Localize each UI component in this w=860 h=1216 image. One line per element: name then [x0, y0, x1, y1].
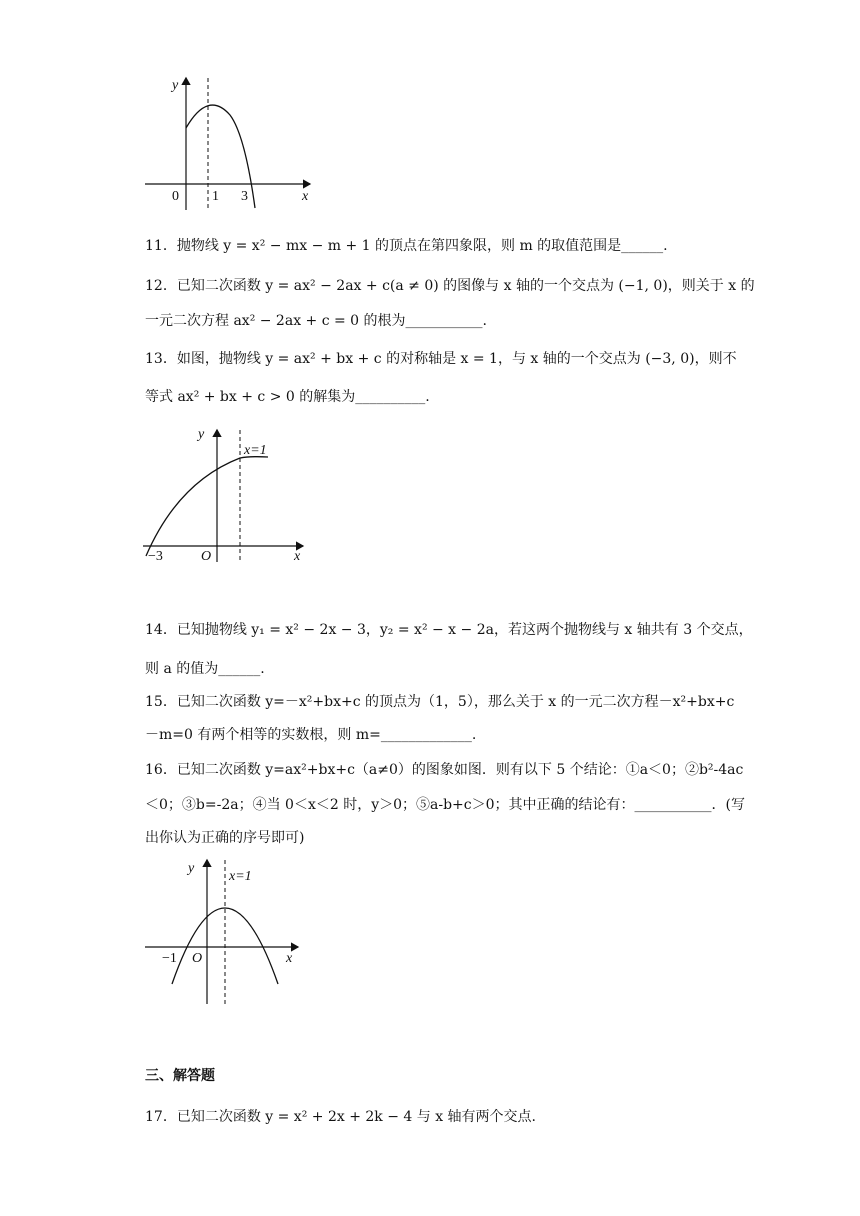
origin-label: O: [192, 951, 203, 966]
tick-1-label: 1: [212, 189, 219, 204]
question-12-line-1: 12．已知二次函数 y = ax² − 2ax + c(a ≠ 0) 的图像与 x 轴的一个交点为 (−1, 0)，则关于 x 的: [145, 278, 755, 294]
question-13-line-1: 13．如图，抛物线 y = ax² + bx + c 的对称轴是 x = 1，与 x 轴的一个交点为 (−3, 0)，则不: [145, 351, 737, 367]
question-14-line-1: 14．已知抛物线 y₁ = x² − 2x − 3，y₂ = x² − x − 2a，若这两个抛物线与 x 轴共有 3 个交点，: [145, 622, 753, 638]
origin-label: O: [201, 549, 212, 564]
graph-parabola-q13: [138, 422, 318, 567]
symmetry-axis-label: x=1: [244, 443, 267, 458]
graph-parabola-q16: [140, 852, 310, 1007]
section-title-answers: 三、解答题: [145, 1068, 215, 1084]
question-12-line-2: 一元二次方程 ax² − 2ax + c = 0 的根为___________.: [145, 313, 487, 329]
question-14-line-2: 则 a 的值为______.: [145, 661, 265, 677]
question-15-line-1: 15．已知二次函数 y=－x²+bx+c 的顶点为（1，5），那么关于 x 的一元二次方程－x²+bx+c: [145, 694, 735, 710]
question-16-line-2: ＜0；③b=-2a；④当 0＜x＜2 时，y＞0；⑤a-b+c＞0；其中正确的结论有：___________．(写: [145, 797, 745, 813]
question-17: 17．已知二次函数 y = x² + 2x + 2k − 4 与 x 轴有两个交点.: [145, 1109, 537, 1125]
root-label: −1: [162, 951, 177, 966]
root-label: −3: [148, 549, 163, 564]
question-16-line-1: 16．已知二次函数 y=ax²+bx+c（a≠0）的图象如图．则有以下 5 个结论：①a＜0；②b²-4ac: [145, 762, 744, 778]
x-label: x: [294, 549, 301, 564]
origin-label: 0: [172, 189, 179, 204]
tick-3-label: 3: [241, 189, 248, 204]
x-label: x: [302, 189, 309, 204]
graph-parabola-q10: [140, 60, 330, 220]
question-16-line-3: 出你认为正确的序号即可): [145, 830, 305, 846]
y-label: y: [188, 861, 195, 876]
parabola-curve: [146, 457, 268, 556]
x-label: x: [286, 951, 293, 966]
question-11: 11．抛物线 y = x² − mx − m + 1 的顶点在第四象限，则 m 的取值范围是______.: [145, 238, 668, 254]
y-label: y: [172, 78, 179, 93]
question-15-line-2: －m=0 有两个相等的实数根，则 m=_____________.: [145, 727, 477, 743]
question-13-line-2: 等式 ax² + bx + c > 0 的解集为__________.: [145, 389, 430, 405]
y-label: y: [198, 427, 205, 442]
symmetry-axis-label: x=1: [229, 869, 252, 884]
